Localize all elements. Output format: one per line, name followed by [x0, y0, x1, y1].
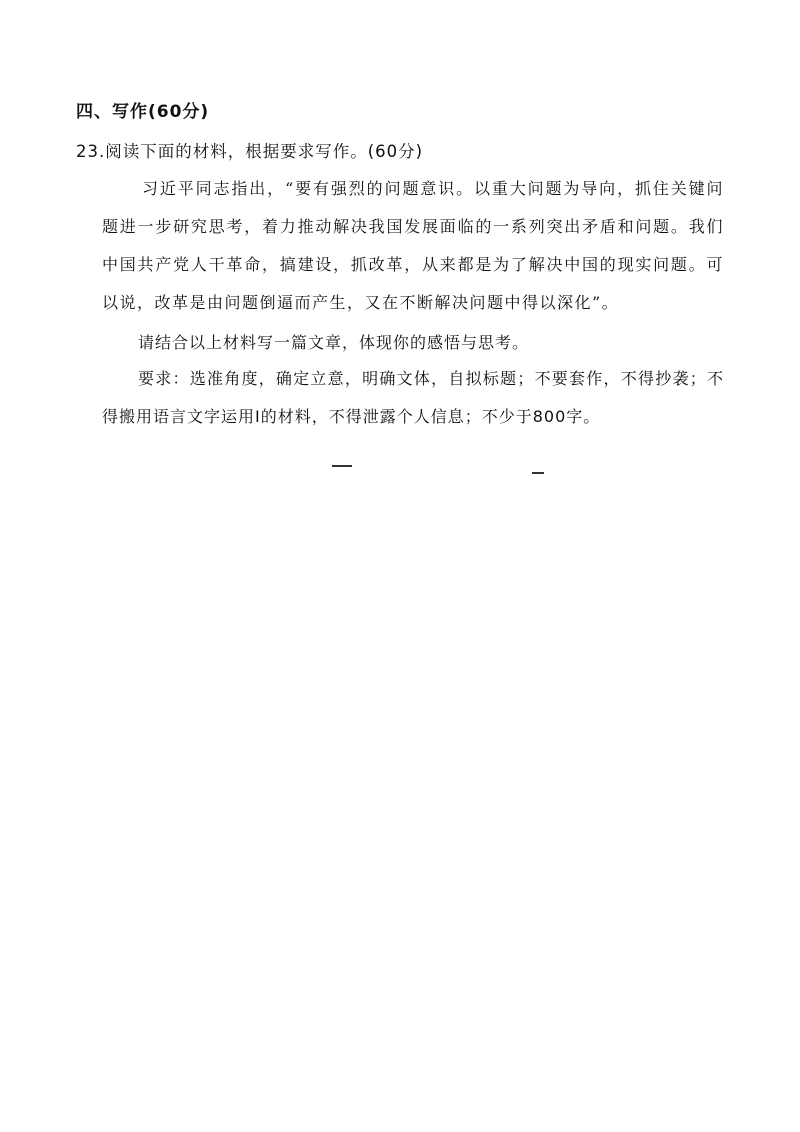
material-paragraph: 习近平同志指出，“要有强烈的问题意识。以重大问题为导向，抓住关键问题进一步研究思考，着力推动解决我国发展面临的一系列突出矛盾和问题。我们中国共产党人干革命，搞建设，抓改革，从来都是为了解决中国的现实问题。可以说，改革是由问题倒逼而产生，又在不断解决问题中得以深化”。 [102, 179, 724, 312]
scan-mark-left [332, 465, 352, 467]
scan-mark-right [532, 472, 544, 474]
writing-task: 请结合以上材料写一篇文章，体现你的感悟与思考。 [138, 333, 530, 352]
writing-requirements: 要求：选准角度，确定立意，明确文体，自拟标题；不要套作，不得抄袭；不得搬用语言文字运用Ⅰ的材料，不得泄露个人信息；不少于800字。 [102, 369, 724, 426]
section-heading: 四、写作(60分) [76, 102, 210, 122]
question-prompt: 23.阅读下面的材料，根据要求写作。(60分) [76, 142, 424, 161]
